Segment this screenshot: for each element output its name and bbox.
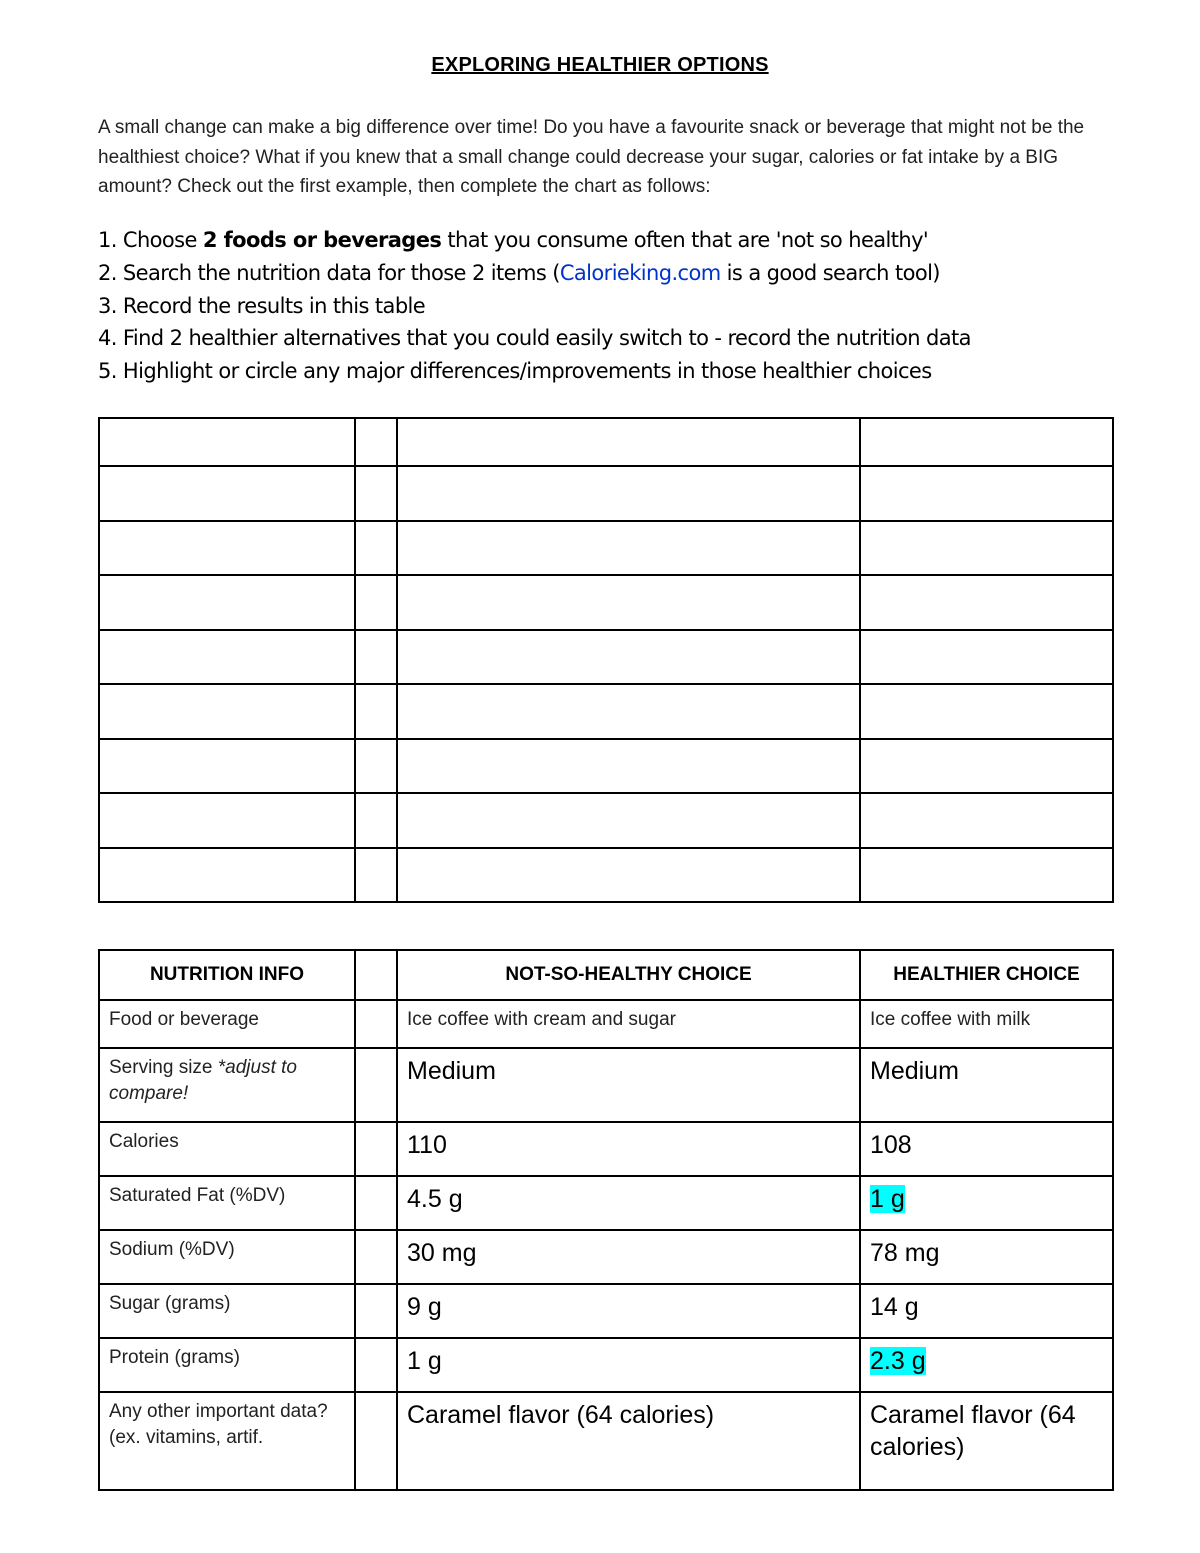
blank-cell[interactable] — [99, 739, 355, 794]
healthier-value[interactable] — [860, 1338, 1113, 1392]
blank-cell[interactable] — [355, 630, 397, 685]
step-1: 1. Choose 2 foods or beverages that you consume often that are 'not so healthy' — [98, 228, 929, 252]
not-healthy-value[interactable]: Medium — [397, 1048, 860, 1122]
blank-cell[interactable] — [397, 793, 860, 848]
blank-cell[interactable] — [860, 575, 1113, 630]
blank-cell[interactable] — [99, 575, 355, 630]
row-label: Serving size *adjust to compare! — [99, 1048, 355, 1122]
header-not-so-healthy: NOT-SO-HEALTHY CHOICE — [397, 950, 860, 1000]
page-title: EXPLORING HEALTHIER OPTIONS — [431, 54, 769, 76]
blank-cell[interactable] — [99, 684, 355, 739]
step-5: 5. Highlight or circle any major differences/improvements in those healthier choices — [98, 359, 932, 384]
row-label: Any other important data? (ex. vitamins, artif. — [99, 1392, 355, 1490]
blank-cell[interactable] — [860, 630, 1113, 685]
blank-cell[interactable] — [397, 684, 860, 739]
not-healthy-value[interactable]: Caramel flavor (64 calories) — [397, 1392, 860, 1490]
row-label: Calories — [99, 1122, 355, 1176]
spacer-cell — [355, 1000, 397, 1048]
table-row — [99, 1230, 1113, 1284]
table-row — [99, 1392, 1113, 1490]
blank-cell[interactable] — [99, 793, 355, 848]
calorieking-link[interactable]: Calorieking.com — [559, 260, 721, 285]
blank-cell[interactable] — [355, 684, 397, 739]
header-row — [99, 950, 1113, 1000]
blank-cell[interactable] — [397, 521, 860, 576]
not-healthy-value[interactable]: 30 mg — [397, 1230, 860, 1284]
blank-cell[interactable] — [99, 418, 355, 466]
spacer-cell — [355, 1176, 397, 1230]
spacer-cell — [355, 1338, 397, 1392]
spacer-cell — [355, 1284, 397, 1338]
blank-cell[interactable] — [860, 521, 1113, 576]
header-healthier: HEALTHIER CHOICE — [860, 950, 1113, 1000]
healthier-value[interactable]: 14 g — [860, 1284, 1113, 1338]
row-label: Food or beverage — [99, 1000, 355, 1048]
blank-cell[interactable] — [397, 630, 860, 685]
blank-cell[interactable] — [99, 521, 355, 576]
blank-cell[interactable] — [355, 575, 397, 630]
intro-paragraph: A small change can make a big difference over time! Do you have a favourite snack or beverage that might not be the healthiest choice? What if you knew that a small change could decrease your sugar, calories or fat intake by a BIG amount? Check out the first example, then complete the chart as follows: — [98, 117, 1085, 197]
blank-cell[interactable] — [397, 466, 860, 521]
blank-cell[interactable] — [860, 848, 1113, 903]
step-4: 4. Find 2 healthier alternatives that you could easily switch to - record the nutrition data — [98, 326, 971, 351]
step-3: 3. Record the results in this table — [98, 293, 426, 318]
blank-row — [99, 739, 1113, 794]
spacer-cell — [355, 1230, 397, 1284]
not-healthy-value[interactable]: 9 g — [397, 1284, 860, 1338]
row-label: Sodium (%DV) — [99, 1230, 355, 1284]
instruction-list — [98, 224, 1138, 388]
blank-cell[interactable] — [99, 466, 355, 521]
healthier-value[interactable]: Medium — [860, 1048, 1113, 1122]
blank-cell[interactable] — [355, 521, 397, 576]
blank-cell[interactable] — [355, 793, 397, 848]
blank-cell[interactable] — [397, 739, 860, 794]
blank-cell[interactable] — [860, 418, 1113, 466]
blank-row — [99, 418, 1113, 466]
table-row — [99, 1338, 1113, 1392]
highlighted-value: 1 g — [870, 1185, 905, 1213]
blank-cell[interactable] — [860, 684, 1113, 739]
blank-cell[interactable] — [355, 418, 397, 466]
blank-row — [99, 848, 1113, 903]
step-2: 2. Search the nutrition data for those 2 items (Calorieking.com is a good search tool) — [98, 260, 940, 285]
header-spacer — [355, 950, 397, 1000]
blank-cell[interactable] — [397, 848, 860, 903]
not-healthy-value[interactable]: 4.5 g — [397, 1176, 860, 1230]
blank-cell[interactable] — [355, 466, 397, 521]
table-row — [99, 1048, 1113, 1122]
blank-entry-table — [98, 417, 1114, 903]
blank-cell[interactable] — [355, 739, 397, 794]
spacer-cell — [355, 1392, 397, 1490]
spacer-cell — [355, 1048, 397, 1122]
healthier-value[interactable]: Caramel flavor (64 calories) — [860, 1392, 1113, 1490]
healthier-value[interactable]: Ice coffee with milk — [860, 1000, 1113, 1048]
row-label: Protein (grams) — [99, 1338, 355, 1392]
healthier-value[interactable]: 78 mg — [860, 1230, 1113, 1284]
blank-cell[interactable] — [860, 793, 1113, 848]
row-label: Saturated Fat (%DV) — [99, 1176, 355, 1230]
blank-cell[interactable] — [99, 848, 355, 903]
table-row — [99, 1176, 1113, 1230]
blank-cell[interactable] — [860, 466, 1113, 521]
spacer-cell — [355, 1122, 397, 1176]
blank-row — [99, 521, 1113, 576]
not-healthy-value[interactable]: Ice coffee with cream and sugar — [397, 1000, 860, 1048]
healthier-value[interactable] — [860, 1176, 1113, 1230]
blank-row — [99, 575, 1113, 630]
header-nutrition-info: NUTRITION INFO — [99, 950, 355, 1000]
blank-row — [99, 684, 1113, 739]
not-healthy-value[interactable]: 1 g — [397, 1338, 860, 1392]
blank-row — [99, 793, 1113, 848]
healthier-value[interactable]: 108 — [860, 1122, 1113, 1176]
blank-row — [99, 466, 1113, 521]
nutrition-comparison-table — [98, 949, 1114, 1491]
blank-cell[interactable] — [397, 418, 860, 466]
table-row — [99, 1000, 1113, 1048]
blank-row — [99, 630, 1113, 685]
highlighted-value: 2.3 g — [870, 1347, 926, 1375]
table-row — [99, 1284, 1113, 1338]
blank-cell[interactable] — [355, 848, 397, 903]
row-label: Sugar (grams) — [99, 1284, 355, 1338]
blank-cell[interactable] — [860, 739, 1113, 794]
blank-cell[interactable] — [397, 575, 860, 630]
table-row — [99, 1122, 1113, 1176]
blank-cell[interactable] — [99, 630, 355, 685]
not-healthy-value[interactable]: 110 — [397, 1122, 860, 1176]
